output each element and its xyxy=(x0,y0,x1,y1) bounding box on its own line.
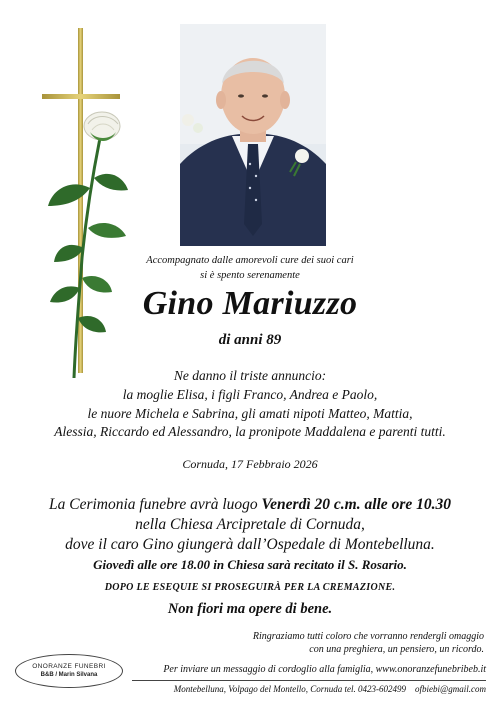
agency-logo-line-2: B&B / Marin Silvana xyxy=(40,672,98,678)
ceremony-details xyxy=(0,495,500,555)
thanks-line-2: con una preghiera, un pensiero, un ricordo. xyxy=(309,644,484,655)
ceremony-datetime: Venerdì 20 c.m. alle ore 10.30 xyxy=(261,496,451,513)
footer-divider xyxy=(132,680,486,681)
agency-logo xyxy=(15,654,123,688)
announcement-line-3: Alessia, Riccardo ed Alessandro, la pronipote Maddalena e parenti tutti. xyxy=(54,424,446,440)
condolence-message-link[interactable]: Per inviare un messaggio di cordoglio alla famiglia, www.onoranzefunebribeb.it xyxy=(163,664,486,675)
deceased-age: di anni 89 xyxy=(218,332,282,348)
intro-line-1: Accompagnato dalle amorevoli cure dei suoi cari xyxy=(146,255,354,266)
ceremony-line-2: nella Chiesa Arcipretale di Cornuda, xyxy=(135,516,365,533)
announcement-line-1: la moglie Elisa, i figli Franco, Andrea e Paolo, xyxy=(122,386,378,402)
thanks-note xyxy=(164,630,484,656)
ceremony-line-1 xyxy=(0,495,500,515)
rosary-notice: Giovedì alle ore 18.00 in Chiesa sarà recitato il S. Rosario. xyxy=(93,557,407,572)
deceased-name: Gino Mariuzzo xyxy=(142,285,358,322)
announcement-line-2: le nuore Michela e Sabrina, gli amati nipoti Matteo, Mattia, xyxy=(87,405,413,421)
ceremony-line-1-pre: La Cerimonia funebre avrà luogo xyxy=(49,496,262,513)
flowers-notice: Non fiori ma opere di bene. xyxy=(167,601,333,617)
thanks-line-1: Ringraziamo tutti coloro che vorranno rendergli omaggio xyxy=(252,631,484,642)
portrait-photo xyxy=(180,24,326,246)
agency-logo-line-1: ONORANZE FUNEBRI xyxy=(32,663,106,670)
ceremony-line-3: dove il caro Gino giungerà dall’Ospedale di Montebelluna. xyxy=(65,536,435,553)
place-date: Cornuda, 17 Febbraio 2026 xyxy=(182,457,318,471)
intro-text xyxy=(0,253,500,283)
announcement xyxy=(0,367,500,442)
intro-line-2: si è spento serenamente xyxy=(200,270,300,281)
announcement-lead: Ne danno il triste annuncio: xyxy=(173,368,327,383)
cremation-notice: DOPO LE ESEQUIE SI PROSEGUIRÀ PER LA CREMAZIONE. xyxy=(104,582,396,593)
agency-contact: Montebelluna, Volpago del Montello, Cornuda tel. 0423-602499 ofbiebi@gmail.com xyxy=(173,684,486,694)
